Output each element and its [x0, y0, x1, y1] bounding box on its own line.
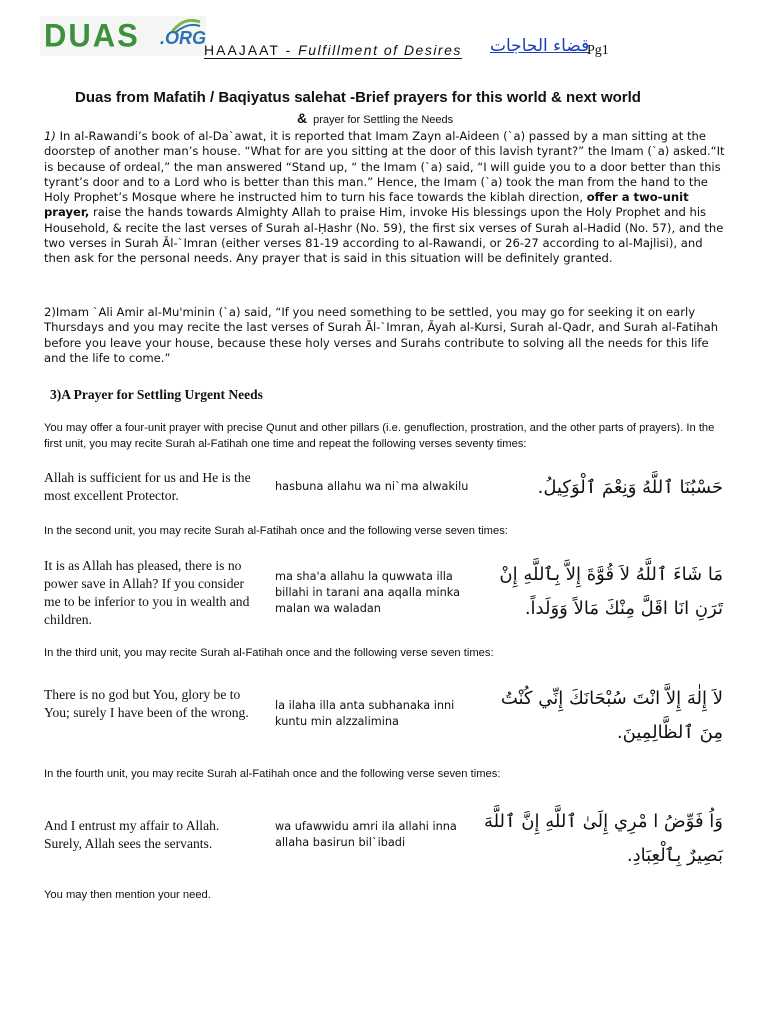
dua-2-transliteration: ma sha'a allahu la quwwata illa billahi in tarani ana aqalla minka malan wa waladan [275, 570, 461, 615]
dua-3-arabic: لاَ إِلٰهَ إِلاَّ انْتَ سُبْحَانَكَ إِنِّي كُنْتُ مِنَ ٱلظَّالِمِينَ. [500, 688, 723, 743]
section-3-intro: You may offer a four-unit prayer with precise Qunut and other pillars (i.e. genuflection, prostration, and the other parts of prayers). In the first unit, you may recite Surah al-Fatihah one time and repeat the following verses seventy times: [44, 422, 715, 450]
dua-4-english: And I entrust my affair to Allah. Surely, Allah sees the servants. [44, 818, 220, 851]
dua-1-arabic: حَسْبُنَا ٱللَّهُ وَنِعْمَ ٱلْوَكِيلُ. [537, 477, 723, 498]
section-3-heading: 3)A Prayer for Settling Urgent Needs [50, 387, 263, 402]
site-logo[interactable] [40, 16, 206, 56]
logo-text: DUAS [44, 17, 140, 54]
subtitle-text: prayer for Settling the Needs [313, 114, 454, 126]
unit-2-instruction: In the second unit, you may recite Surah al-Fatihah once and the following verse seven times: [44, 525, 508, 537]
subtitle-ampersand: & [297, 110, 308, 126]
dua-1-english: Allah is sufficient for us and He is the most excellent Protector. [44, 470, 251, 503]
dua-1-transliteration: hasbuna allahu wa ni`ma alwakilu [275, 480, 469, 493]
closing-text: You may then mention your need. [44, 889, 211, 901]
logo-suffix: .ORG [160, 28, 207, 48]
page-title: Duas from Mafatih / Baqiyatus salehat -Brief prayers for this world & next world [75, 89, 641, 106]
header-title-italic: Fulfillment of Desires [298, 42, 462, 58]
paragraph-2: 2)Imam `Ali Amir al-Mu'minin (`a) said, “If you need something to be settled, you may go for seeking it on early Thursdays and you may recite the last verses of Surah Āl-`Imran, Āyah al-Kursi, Surah al-Qadr, and Surah al-Fatihah before you leave your house, because these holy verses and Surahs contribute to solving all the needs for this life and the life to come.” [44, 305, 719, 365]
header-title [204, 42, 462, 59]
paragraph-1-text-a: In al-Rawandi’s book of al-Da`awat, it is reported that Imam Zayn al-Aideen (`a) passed by a man sitting at the doorstep of another man’s house. “What for are you sitting at the door of this lavish tyrant?” the Imam (`a) asked.“It is because of ordeal,” the man answered “Stand up, “ the Imam (`a) said, “I will guide you to a door better than this tyrant’s door and to a Lord who is better than this man.” Hence, the Imam (`a) took the man from the hand to the Holy Prophet’s Mosque where he instructed him to turn his face towards the kiblah direction, [44, 129, 725, 205]
paragraph-1 [44, 129, 728, 267]
paragraph-1-text-b: raise the hands towards Almighty Allah to praise Him, invoke His blessings upon the Holy Prophet and his Household, & recite the last verses of Surah al-Ḥashr (No. 59), the first six verses of Surah al-Hadid (No. 57), and the two verses in Surah Āl-`Imran (either verses 81-19 according to al-Rawandi, or 26-27 according to al-Majlisi), and then ask for the personal needs. Any prayer that is said in this situation will be definitely granted. [44, 205, 724, 266]
dua-3-transliteration: la ilaha illa anta subhanaka inni kuntu min alzzalimina [275, 699, 455, 728]
arabic-header-link[interactable]: قضاء الحاجات [490, 36, 590, 56]
dua-3-english: There is no god but You, glory be to You; surely I have been of the wrong. [44, 687, 249, 720]
paragraph-1-bold: offer a two-unit prayer, [44, 190, 689, 220]
header-title-prefix: HAAJAAT - [204, 42, 299, 58]
dua-2-english: It is as Allah has pleased, there is no power save in Allah? If you consider me to be inferior to you in wealth and children. [44, 558, 250, 627]
dua-4-arabic: وَاُ فَوِّضُ ا مْرِي إِلَىٰ ٱللَّهِ إِنَّ ٱللَّهَ بَصِيرٌ بِٱلْعِبَادِ. [483, 811, 723, 866]
unit-4-instruction: In the fourth unit, you may recite Surah al-Fatihah once and the following verse seven times: [44, 768, 501, 780]
unit-3-instruction: In the third unit, you may recite Surah al-Fatihah once and the following verse seven times: [44, 647, 494, 659]
page-number: Pg1 [587, 43, 609, 58]
page-subtitle [297, 110, 453, 126]
paragraph-1-number: 1) [44, 129, 56, 143]
dua-4-transliteration: wa ufawwidu amri ila allahi inna allaha basirun bil`ibadi [275, 820, 457, 849]
dua-2-arabic: مَا شَاءَ ٱللَّهُ لاَ قُوَّةَ إِلاَّ بِٱللَّهِ إِنْ تَرَنِ انَا اقَلَّ مِنْكَ مَالاً وَوَلَداً. [499, 564, 723, 619]
